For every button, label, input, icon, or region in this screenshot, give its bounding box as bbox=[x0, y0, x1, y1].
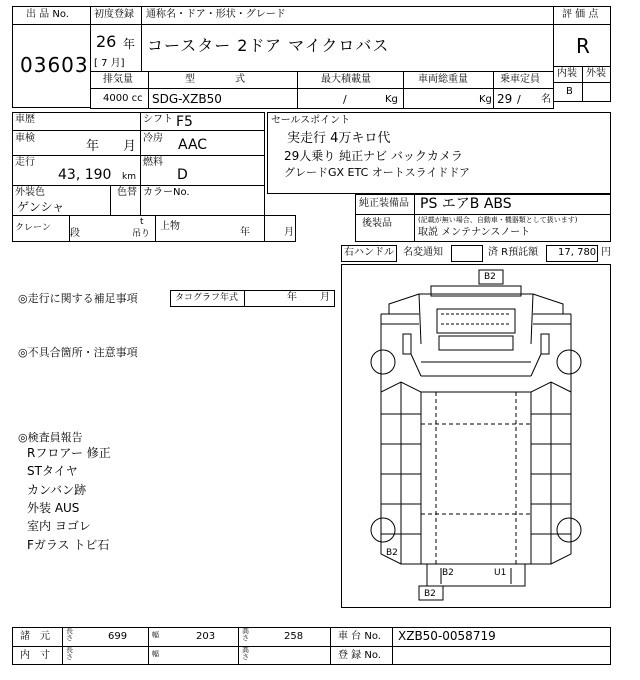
lot-number: 03603 bbox=[20, 53, 89, 77]
recycle-unit: 円 bbox=[601, 247, 611, 258]
fuel-value: D bbox=[177, 167, 188, 183]
upper-month: 月 bbox=[284, 227, 294, 238]
length-value: 699 bbox=[108, 631, 128, 642]
gross-weight-unit: Kg bbox=[479, 94, 492, 105]
model-name: コースター 2ドア マイクロバス bbox=[147, 36, 390, 55]
inspector-line-6: Fガラス トビ石 bbox=[27, 538, 110, 552]
type-value: SDG-XZB50 bbox=[152, 92, 222, 106]
crane-ton: t bbox=[140, 217, 144, 227]
history-label: 車歴 bbox=[15, 114, 35, 125]
upper-year: 年 bbox=[240, 227, 250, 238]
inspector-line-3: カンバン跡 bbox=[27, 483, 87, 497]
inspector-line-2: STタイヤ bbox=[27, 464, 78, 478]
height-value: 258 bbox=[284, 631, 304, 642]
length-label: 長さ bbox=[66, 627, 73, 643]
sales-line-3: グレードGX ETC オートスライドドア bbox=[284, 166, 470, 179]
steering-value: 右ハンドル bbox=[344, 247, 394, 258]
crane-lift: 吊り bbox=[132, 229, 151, 239]
max-load-unit: Kg bbox=[385, 94, 398, 105]
first-reg-year-unit: 年 bbox=[123, 37, 136, 51]
sales-line-1: 実走行 4万キロ代 bbox=[287, 131, 391, 146]
name-change-box bbox=[451, 245, 483, 262]
recycle-amount: 17, 780 bbox=[558, 247, 597, 258]
shift-label: シフト bbox=[143, 114, 173, 125]
exterior-label: 外装 bbox=[586, 68, 606, 79]
interior-label: 内装 bbox=[557, 68, 577, 79]
inspector-line-1: Rフロアー 修正 bbox=[27, 446, 111, 460]
gross-weight-label: 車両総重量 bbox=[418, 74, 468, 85]
sales-line-2: 29人乗り 純正ナビ バックカメラ bbox=[284, 149, 463, 163]
mark-bottom: B2 bbox=[424, 589, 436, 599]
max-load-value: / bbox=[343, 93, 347, 106]
interior-width-label: 幅 bbox=[152, 650, 159, 658]
color-change-label: 色替 bbox=[117, 187, 137, 198]
aircon-label: 冷房 bbox=[143, 133, 163, 144]
chassis-value: XZB50-0058719 bbox=[398, 629, 496, 643]
defects-label: ◎不具合箇所・注意事項 bbox=[18, 346, 138, 359]
mark-front: B2 bbox=[484, 272, 496, 282]
mileage-unit: km bbox=[122, 172, 136, 182]
shift-value: F5 bbox=[176, 114, 193, 130]
aftermarket-value: 取説 メンテナンスノート bbox=[418, 227, 531, 238]
chassis-label: 車 台 No. bbox=[338, 631, 381, 642]
sales-label: セールスポイント bbox=[271, 115, 351, 126]
name-change-label: 名変通知 bbox=[403, 247, 443, 258]
mark-rear: B2 bbox=[442, 568, 454, 578]
oem-label: 純正装備品 bbox=[359, 198, 409, 209]
inspector-line-5: 室内 ヨゴレ bbox=[27, 519, 91, 533]
lot-label: 出 品 No. bbox=[26, 9, 69, 20]
crane-stage: 段 bbox=[70, 228, 80, 239]
inspection-month: 月 bbox=[123, 139, 137, 154]
upper-label: 上物 bbox=[160, 221, 180, 232]
inspection-year: 年 bbox=[86, 139, 100, 154]
aftermarket-note: (記載が無い場合、自動車・機器類として扱います) bbox=[418, 216, 578, 224]
crane-label: クレーン bbox=[15, 223, 51, 233]
first-reg-label: 初度登録 bbox=[94, 9, 134, 20]
first-reg-month: [ 7 月] bbox=[94, 58, 125, 69]
recycle-label: 済 R預託額 bbox=[488, 247, 539, 258]
aftermarket-label: 後装品 bbox=[362, 218, 392, 229]
inspector-line-4: 外装 AUS bbox=[27, 501, 80, 515]
ext-color-value: ゲンシャ bbox=[17, 200, 65, 214]
tacho-month: 月 bbox=[320, 292, 330, 303]
capacity-value: 29 bbox=[497, 92, 513, 106]
interior-dims-label: 内 寸 bbox=[20, 650, 50, 661]
mileage-value: 43, 190 bbox=[58, 167, 112, 183]
first-reg-year: 26 bbox=[96, 32, 117, 51]
color-no-label: カラーNo. bbox=[143, 187, 190, 198]
height-label: 高さ bbox=[242, 627, 249, 643]
mark-left-rear: B2 bbox=[386, 548, 398, 558]
capacity-sep: / bbox=[517, 93, 521, 106]
ext-color-label: 外装色 bbox=[15, 187, 45, 198]
capacity-label: 乗車定員 bbox=[500, 74, 540, 85]
mileage-label: 走行 bbox=[15, 157, 35, 168]
tacho-year: 年 bbox=[287, 292, 297, 303]
spec-label: 諸 元 bbox=[20, 631, 50, 642]
interior-height-label: 高さ bbox=[242, 646, 249, 662]
type-label: 型 式 bbox=[185, 74, 245, 85]
tacho-label: タコグラフ年式 bbox=[175, 293, 239, 303]
reg-label: 登 録 No. bbox=[338, 650, 381, 661]
mark-rear-u1: U1 bbox=[494, 568, 507, 578]
aircon-value: AAC bbox=[178, 137, 208, 153]
interior-length-label: 長さ bbox=[66, 646, 73, 662]
displacement-label: 排気量 bbox=[103, 74, 133, 85]
model-label: 通称名・ドア・形状・グレード bbox=[146, 9, 286, 20]
max-load-label: 最大積載量 bbox=[321, 74, 371, 85]
bus-diagram bbox=[341, 264, 611, 608]
interior-grade: B bbox=[566, 86, 573, 97]
capacity-unit: 名 bbox=[541, 94, 551, 105]
inspector-label: ◎検査員報告 bbox=[18, 431, 83, 444]
width-label: 幅 bbox=[152, 631, 159, 639]
displacement-value: 4000 cc bbox=[103, 93, 143, 104]
rating-label: 評 価 点 bbox=[562, 9, 599, 20]
width-value: 203 bbox=[196, 631, 216, 642]
fuel-label: 燃料 bbox=[143, 157, 163, 168]
oem-value: PS エアB ABS bbox=[420, 196, 512, 212]
rating-value: R bbox=[576, 34, 590, 58]
inspection-label: 車検 bbox=[15, 133, 35, 144]
driving-notes-label: ◎走行に関する補足事項 bbox=[18, 292, 138, 305]
